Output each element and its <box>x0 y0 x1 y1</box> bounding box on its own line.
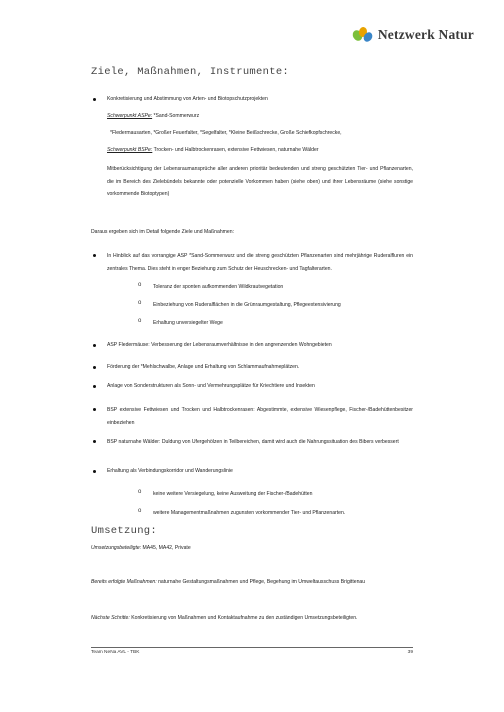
goal-bspe-label: Schwerpunkt BSPe: <box>107 147 153 153</box>
measure-ruderal: In Hinblick auf das vorrangige ASP *Sand-Sommerwurz und die streng geschützten Pflanzenarten sind mehrjährige Ruderalfluren ein zentrales Thema. Dies steht in enger Beziehung zum Schutz der Heuschrecken- und Tagfalterarten. <box>107 253 413 272</box>
footer-team: Team NeNa AVL - TBK <box>91 650 140 655</box>
implementation-participants <box>91 544 191 553</box>
implementation-done <box>91 578 365 587</box>
brand-name: Netzwerk Natur <box>377 27 474 42</box>
implementation-done-text: naturnahe Gestaltungsmaßnahmen und Pflege, Begehung im Umweltausschuss Brigittenau <box>156 579 366 585</box>
goal-species: *Fledermausarten, *Großer Feuerfalter, *Segelfalter, *Kleine Beißschrecke, Große Schiefkopfschrecke, <box>110 130 342 136</box>
circle-bullet: o <box>138 508 142 514</box>
circle-bullet: o <box>138 282 142 288</box>
measure-item: Förderung der *Mehlschwalbe, Anlage und Erhaltung von Schlammaufnahmeplätzen. <box>107 364 300 370</box>
page-number: 39 <box>407 650 413 655</box>
circle-bullet: o <box>138 300 142 306</box>
implementation-next-label: Nächste Schritte: <box>91 615 130 621</box>
bullet <box>93 440 96 443</box>
implementation-participants-label: Umsetzungsbeteiligte: <box>91 545 142 551</box>
goal-aspe-label: Schwerpunkt ASPe: <box>107 113 153 119</box>
goal-bspe <box>107 146 319 155</box>
circle-bullet: o <box>138 318 142 324</box>
footer-divider <box>91 647 413 648</box>
goal-consideration: Mitberücksichtigung der Lebensraumansprüche aller anderen prioritär bedeutenden und streng geschützten Tier- und Pflanzenarten, die im Bereich des Zielebündels bekannte oder potenzielle Vorkommen haben (siehe oben) und ihrer Lebensräume (siehe sonstige vorkommende Biotoptypen) <box>107 166 413 197</box>
measure-sub-item: keine weitere Versiegelung, keine Ausweitung der Fischer-/Badehütten <box>153 491 313 497</box>
bullet <box>93 98 96 101</box>
measure-sub-item: Erhaltung unversiegelter Wege <box>153 320 223 326</box>
leaf-logo-icon <box>351 26 375 44</box>
goal-aspe-text: *Sand-Sommerwurz <box>152 113 200 119</box>
netzwerk-natur-logo <box>351 26 474 44</box>
bullet <box>93 344 96 347</box>
goal-bspe-text: Trocken- und Halbtrockenrasen, extensive Fettwiesen, naturnahe Wälder <box>152 147 319 153</box>
measure-sub-item: Toleranz der sponten aufkommenden Wildkrautvegetation <box>153 284 284 290</box>
measure-item: ASP Fledermäuse: Verbesserung der Lebensraumverhältnisse in den angrenzenden Wohngebieten <box>107 342 332 348</box>
heading-goals: Ziele, Maßnahmen, Instrumente: <box>91 66 290 78</box>
bullet <box>93 385 96 388</box>
heading-implementation: Umsetzung: <box>91 525 158 537</box>
goal-item: Konkretisierung und Abstimmung von Arten- und Biotopschutzprojekten <box>107 96 268 102</box>
circle-bullet: o <box>138 489 142 495</box>
goal-aspe <box>107 112 199 121</box>
measure-meadows: BSP extensive Fettwiesen und Trocken und Halbtrockenrasen: Abgestimmte, extensive Wiesenpflege, Fischer-/Badehüttenbesitzer einbeziehen <box>107 407 413 426</box>
bullet <box>93 254 96 257</box>
measure-sub-item: weitere Managementmaßnahmen zugunsten vorkommender Tier- und Pflanzenarten. <box>153 510 346 516</box>
bullet <box>93 470 96 473</box>
bullet <box>93 366 96 369</box>
measures-intro: Daraus ergeben sich im Detail folgende Ziele und Maßnahmen: <box>91 229 234 235</box>
implementation-next <box>91 614 357 623</box>
measure-item: Erhaltung als Verbindungskorridor und Wanderungslinie <box>107 468 233 474</box>
implementation-done-label: Bereits erfolgte Maßnahmen: <box>91 579 157 585</box>
implementation-next-text: Konkretisierung von Maßnahmen und Kontaktaufnahme zu den zuständigen Umsetzungsbeteiligten. <box>129 615 358 621</box>
implementation-participants-text: MA45, MA42, Private <box>141 545 191 551</box>
measure-forests: BSP naturnahe Wälder: Duldung von Ufergehölzen in Teilbereichen, damit wird auch die Nahrungssituation des Bibers verbessert <box>107 439 399 445</box>
bullet <box>93 408 96 411</box>
measure-item: Anlage von Sonderstrukturen als Sonn- und Vermehrungsplätze für Kriechtiere und Insekten <box>107 383 315 389</box>
measure-sub-item: Einbeziehung von Ruderalflächen in die Grünraumgestaltung, Pflegeextensivierung <box>153 302 341 308</box>
